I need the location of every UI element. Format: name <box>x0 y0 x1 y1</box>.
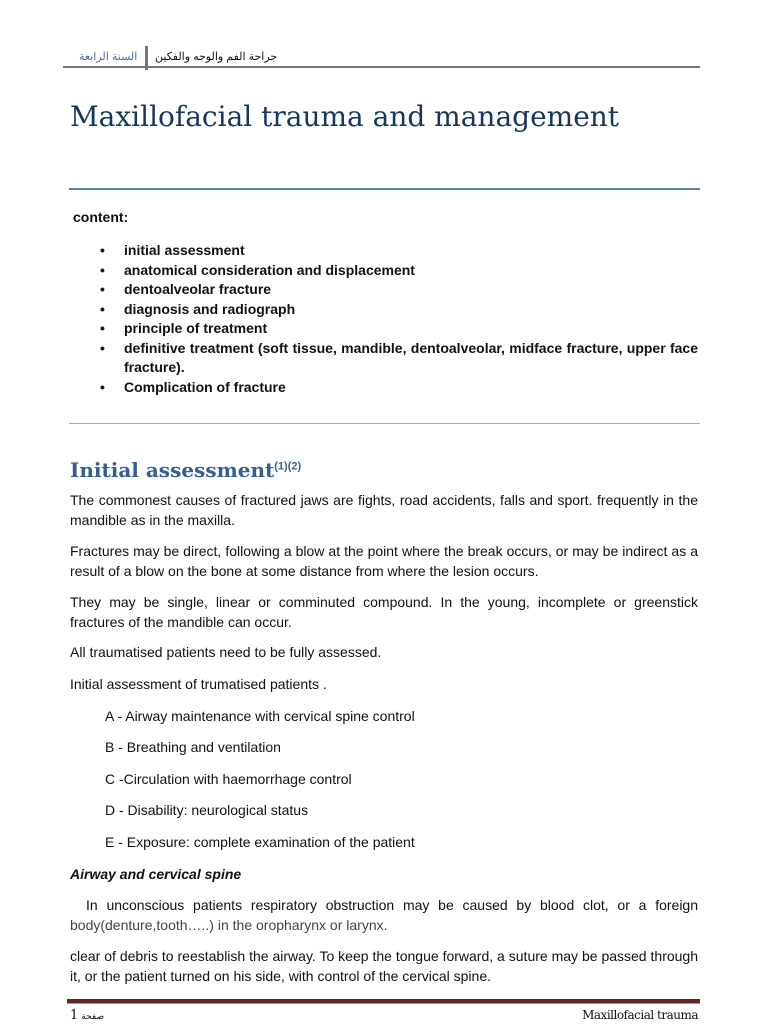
footer-rule <box>67 999 700 1004</box>
abcde-item: A - Airway maintenance with cervical spine control <box>105 708 415 724</box>
page-word: صفحة <box>81 1012 105 1022</box>
list-item: • principle of treatment <box>100 319 698 339</box>
page-number <box>70 1008 104 1023</box>
paragraph: body(denture,tooth…..) in the oropharynx or larynx. <box>70 917 388 933</box>
paragraph: In unconscious patients respiratory obstruction may be caused by blood clot, or a foreign <box>86 897 698 913</box>
section-heading <box>70 458 301 482</box>
subheading: Airway and cervical spine <box>70 866 242 882</box>
section-divider <box>69 423 700 424</box>
paragraph: They may be single, linear or comminuted compound. In the young, incomplete or greenstick fractures of the mandible can occur. <box>70 594 698 630</box>
content-label: content: <box>73 209 129 225</box>
list-item: • dentoalveolar fracture <box>100 280 698 300</box>
page-header <box>63 40 700 68</box>
abcde-item: C -Circulation with haemorrhage control <box>105 771 352 787</box>
running-title: Maxillofacial trauma <box>582 1008 698 1022</box>
header-divider <box>145 46 148 70</box>
document-title: Maxillofacial trauma and management <box>70 100 620 133</box>
abcde-item: E - Exposure: complete examination of the patient <box>105 834 415 850</box>
content-list <box>100 241 698 397</box>
heading-text: Initial assessment <box>70 458 275 482</box>
paragraph: All traumatised patients need to be fully assessed. <box>70 644 382 660</box>
abcde-item: B - Breathing and ventilation <box>105 739 281 755</box>
paragraph: clear of debris to reestablish the airway. To keep the tongue forward, a suture may be passed through it, or the patient turned on his side, with control of the cervical spine. <box>70 948 698 984</box>
list-item: • Complication of fracture <box>100 378 698 398</box>
paragraph: The commonest causes of fractured jaws are fights, road accidents, falls and sport. frequently in the mandible as in the maxilla. <box>70 492 698 528</box>
header-subject: جراحة الفم والوجه والفكين <box>155 51 278 63</box>
paragraph: Fractures may be direct, following a blow at the point where the break occurs, or may be indirect as a result of a blow on the bone at some distance from where the lesion occurs. <box>70 543 698 579</box>
title-rule <box>69 188 700 190</box>
list-item: • initial assessment <box>100 241 698 261</box>
list-item: • anatomical consideration and displacement <box>100 261 698 281</box>
abcde-item: D - Disability: neurological status <box>105 802 309 818</box>
reference-marks: (1)(2) <box>274 460 302 473</box>
header-year: السنة الرابعة <box>79 51 138 63</box>
page-number-value: 1 <box>70 1008 79 1023</box>
list-item: • diagnosis and radiograph <box>100 300 698 320</box>
paragraph: Initial assessment of trumatised patients . <box>70 676 327 692</box>
list-item: • definitive treatment (soft tissue, mandible, dentoalveolar, midface fracture, upper face fracture). <box>100 339 698 378</box>
